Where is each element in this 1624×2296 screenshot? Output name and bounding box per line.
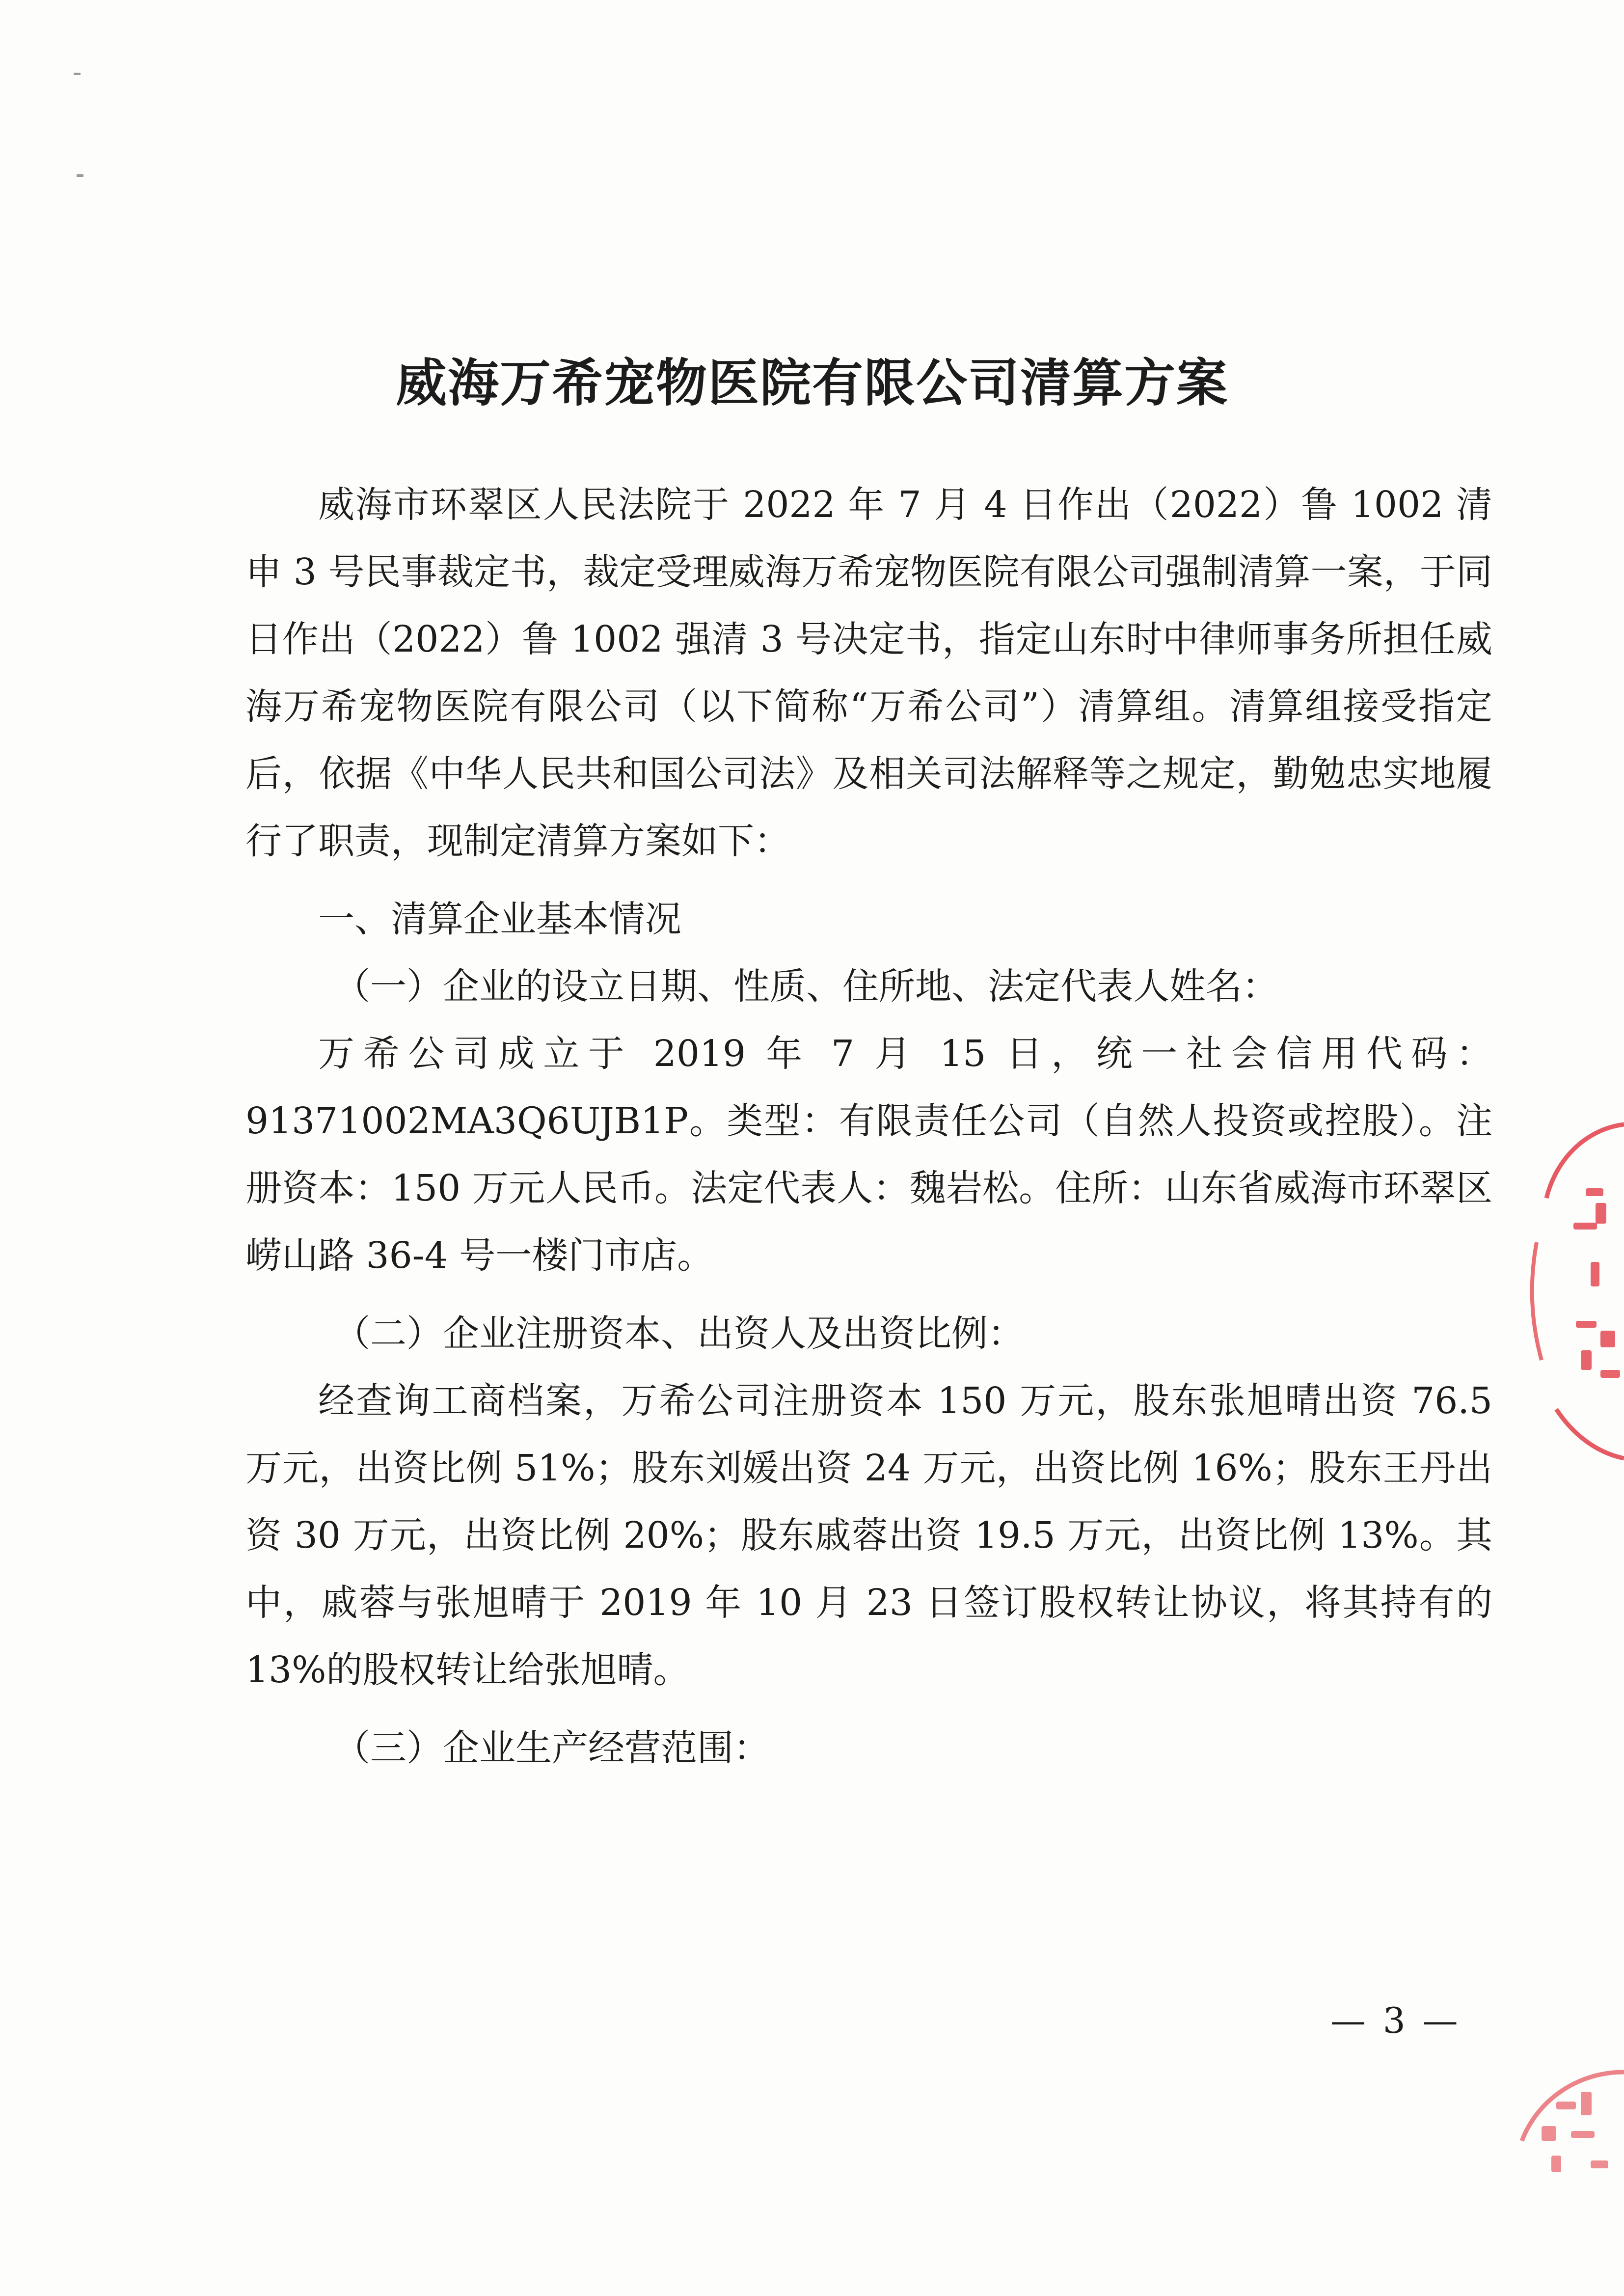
scan-mark-lower [77,174,83,177]
seal-fragment-bottom [1483,2052,1624,2200]
document-title: 威海万希宠物医院有限公司清算方案 [395,352,1228,413]
scan-mark-top [74,73,81,75]
subsection-heading-establishment: （一）企业的设立日期、性质、住所地、法定代表人姓名： [334,965,1278,1008]
seal-fragment-right [1527,1115,1624,1468]
capital-paragraph: 经查询工商档案，万希公司注册资本 150 万元，股东张旭晴出资 76.5 万元，出资比例 51%；股东刘媛出资 24 万元，出资比例 16%；股东王丹出资 30 万元，出资比例 20%；股东戚蓉出资 19.5 万元，出资比例 13%。其中，戚蓉与张旭晴于 2019 年 10 月 23 日签订股权转让协议，将其持有的 13%的股权转让给张旭晴。 [245,1380,1492,1691]
subsection-heading-capital: （二）企业注册资本、出资人及出资比例： [334,1312,1024,1355]
section-heading-basic-info: 一、清算企业基本情况 [318,898,681,940]
intro-paragraph: 威海市环翠区人民法院于 2022 年 7 月 4 日作出（2022）鲁 1002 清申 3 号民事裁定书，裁定受理威海万希宠物医院有限公司强制清算一案，于同日作出（2022）鲁 1002 强清 3 号决定书，指定山东时中律师事务所担任威海万希宠物医院有限公司（以下简称“万希公司”）清算组。清算组接受指定后，依据《中华人民共和国公司法》及相关司法解释等之规定，勤勉忠实地履行了职责，现制定清算方案如下： [245,484,1492,862]
page-number: — 3 — [1330,2000,1461,2041]
document-body [245,471,1492,1782]
establishment-paragraph: 万希公司成立于 2019 年 7 月 15 日，统一社会信用代码：91371002MA3Q6UJB1P。类型：有限责任公司（自然人投资或控股）。注册资本：150 万元人民币。法定代表人：魏岩松。住所：山东省威海市环翠区崂山路 36-4 号一楼门市店。 [245,1033,1492,1277]
subsection-heading-business-scope: （三）企业生产经营范围： [334,1727,770,1769]
